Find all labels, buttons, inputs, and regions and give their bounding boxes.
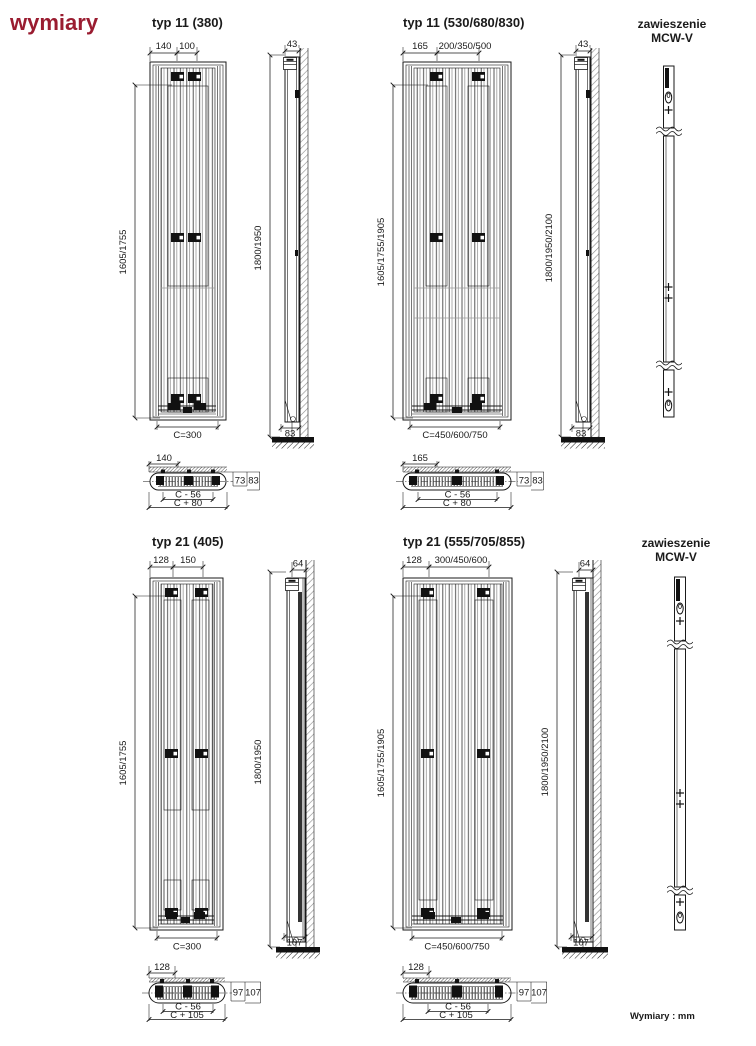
- dim-height-side: 1800/1950: [253, 739, 264, 785]
- bracket-icon: [188, 72, 201, 81]
- dim-depth: 64: [292, 558, 304, 570]
- dim-depth-inner: 73: [518, 475, 530, 487]
- front-view: [403, 578, 512, 930]
- vent-valve-icon: [573, 579, 586, 591]
- section-typ11-530-680-830: [376, 15, 605, 509]
- section-title: typ 11 (380): [152, 15, 223, 30]
- bracket-icon: [430, 233, 443, 242]
- section-title: typ 11 (530/680/830): [403, 15, 525, 30]
- dim-c-plus: C + 105: [170, 1009, 204, 1021]
- dim-depth: 64: [579, 558, 591, 570]
- bracket-icon: [195, 588, 208, 597]
- dim-c-minus: C - 56: [444, 489, 471, 501]
- dim-c-plus: C + 80: [173, 497, 203, 509]
- hook-icon: [665, 400, 671, 411]
- section-title: typ 21 (405): [152, 534, 224, 549]
- bracket-icon: [472, 394, 485, 403]
- dim-depth-outer: 107: [245, 987, 261, 999]
- dim-height-front: 1605/1755/1905: [376, 728, 387, 798]
- bracket-icon: [171, 72, 184, 81]
- hook-icon: [677, 912, 683, 923]
- cross-section: [396, 453, 544, 509]
- section-typ11-380: [118, 15, 314, 509]
- hanger-title-line2: MCW-V: [655, 550, 697, 564]
- bracket-icon: [421, 588, 434, 597]
- side-view: [253, 559, 320, 959]
- dim-depth-inner: 97: [518, 987, 530, 999]
- dim-connection-width: 300/450/600: [434, 555, 488, 566]
- dim-c-width: C=300: [172, 941, 202, 953]
- bracket-icon: [171, 233, 184, 242]
- dim-top-width: 128: [406, 555, 422, 566]
- cross-section: [143, 453, 260, 509]
- bracket-icon: [165, 749, 178, 758]
- dim-height-front: 1605/1755: [118, 229, 129, 275]
- bracket-icon: [477, 588, 490, 597]
- section-title: typ 21 (555/705/855): [403, 534, 526, 549]
- bracket-icon: [188, 233, 201, 242]
- dim-height-side: 1800/1950/2100: [544, 213, 555, 283]
- units-note: Wymiary : mm: [630, 1011, 695, 1022]
- dim-depth-inner: 97: [232, 987, 244, 999]
- dim-c-minus: C - 56: [175, 1001, 201, 1013]
- dim-top-width: 140: [155, 41, 172, 52]
- bracket-icon: [472, 72, 485, 81]
- dim-height-front: 1605/1755: [118, 740, 129, 786]
- cross-section: [396, 962, 547, 1021]
- section-typ21-405: [118, 534, 320, 1021]
- front-view: [150, 578, 223, 930]
- dim-c-width: C=450/600/750: [424, 941, 490, 953]
- dim-collector-width: 140: [156, 453, 172, 464]
- bracket-icon: [430, 394, 443, 403]
- side-view: [544, 39, 605, 449]
- bracket-icon: [472, 233, 485, 242]
- dim-depth-inner: 73: [234, 475, 246, 487]
- dim-depth: 43: [577, 39, 589, 50]
- dim-c-plus: C + 105: [439, 1009, 473, 1021]
- dim-connection-width: 200/350/500: [438, 41, 492, 52]
- hanger-rail-top: [638, 17, 707, 417]
- dim-top-width: 165: [412, 41, 428, 52]
- dim-connection-width: 150: [180, 555, 196, 566]
- hanger-title-line1: zawieszenie: [641, 536, 711, 550]
- dim-floor-depth: 83: [575, 428, 587, 440]
- vent-valve-icon: [286, 579, 299, 591]
- dim-collector-width: 165: [412, 453, 428, 464]
- side-view: [253, 39, 314, 449]
- section-typ21-555-705-855: [376, 534, 608, 1021]
- bracket-icon: [430, 72, 443, 81]
- front-view: [150, 62, 226, 420]
- dim-floor-depth: 107: [286, 937, 303, 949]
- hanger-title-line2: MCW-V: [651, 31, 693, 45]
- dim-floor-depth: 83: [284, 428, 296, 440]
- dim-depth-outer: 107: [531, 987, 547, 999]
- dim-height-side: 1800/1950/2100: [540, 727, 551, 797]
- dim-c-minus: C - 56: [175, 489, 201, 501]
- bracket-icon: [477, 749, 490, 758]
- dim-collector-width: 128: [408, 962, 424, 973]
- dim-connection-width: 100: [179, 41, 195, 52]
- vent-valve-icon: [284, 58, 297, 70]
- front-view: [403, 62, 511, 420]
- vent-valve-icon: [575, 58, 588, 70]
- dim-depth-outer: 83: [532, 475, 543, 487]
- dim-c-width: C=300: [173, 430, 202, 441]
- hook-icon: [665, 92, 671, 103]
- dim-c-width: C=450/600/750: [422, 430, 488, 441]
- bracket-icon: [195, 749, 208, 758]
- dim-depth: 43: [286, 39, 298, 50]
- dim-height-front: 1605/1755/1905: [376, 217, 387, 287]
- cross-section: [142, 962, 261, 1021]
- hanger-title-line1: zawieszenie: [637, 17, 707, 31]
- dim-c-minus: C - 56: [445, 1001, 471, 1013]
- hook-icon: [677, 603, 683, 614]
- bracket-icon: [421, 749, 434, 758]
- side-view: [540, 559, 608, 959]
- dim-c-plus: C + 80: [442, 497, 472, 509]
- dim-collector-width: 128: [154, 962, 170, 973]
- dim-depth-outer: 83: [248, 475, 259, 487]
- dim-floor-depth: 107: [573, 937, 589, 949]
- bracket-icon: [188, 394, 201, 403]
- page-title: wymiary: [10, 10, 99, 35]
- hanger-rail-bottom: [642, 536, 711, 930]
- dim-top-width: 128: [153, 555, 169, 566]
- dim-height-side: 1800/1950: [253, 225, 264, 271]
- bracket-icon: [171, 394, 184, 403]
- bracket-icon: [165, 588, 178, 597]
